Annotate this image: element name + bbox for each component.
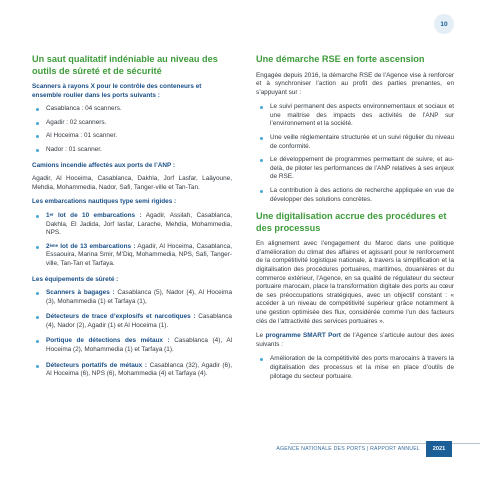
equipment-heading: Les équipements de sûreté : bbox=[32, 275, 119, 283]
list-item bbox=[32, 313, 232, 330]
list-item bbox=[32, 362, 232, 379]
page-number: 10 bbox=[434, 14, 454, 34]
list-item: Une veille réglementaire structurée et un suivi régulier du niveau de conformité. bbox=[256, 134, 454, 151]
list-item: Agadir : 02 scanners. bbox=[32, 119, 232, 128]
footer-year-badge: 2021 bbox=[426, 441, 452, 457]
equipment-text: Casablanca (4), Al Hoceima (2), Mohammedia (1) et Tarfaya (1). bbox=[46, 337, 232, 354]
smart-prefix: Le bbox=[256, 332, 266, 340]
footer bbox=[0, 440, 480, 458]
list-item bbox=[32, 337, 232, 354]
lot-number: 1 bbox=[46, 211, 50, 219]
boats-list bbox=[32, 212, 232, 269]
lot-label: lot de 13 embarcations : bbox=[57, 242, 136, 250]
list-item: La contribution à des actions de recherche appliquée en vue de développer des solutions concrètes. bbox=[256, 187, 454, 204]
scanners-list bbox=[32, 105, 232, 154]
boats-heading: Les embarcations nautiques type semi rigides : bbox=[32, 198, 177, 206]
digital-section-title: Une digitalisation accrue des procédures et des processus bbox=[256, 211, 447, 233]
smart-port-name: programme SMART Port bbox=[265, 332, 341, 340]
equipment-text: Casablanca (4), Nador (2), Agadir (1) et Al Hoceima (1). bbox=[46, 313, 232, 329]
list-item: Amélioration de la compétitivité des ports marocains à travers la digitalisation des processus et la mise en place d’outils de pilotage du secteur portuaire. bbox=[256, 355, 454, 381]
lot-ordinal: ème bbox=[49, 242, 58, 248]
list-item: Le développement de programmes permettant de suivre, et au-delà, de piloter les performances de l’ANP relatives à ses enjeux de RSE. bbox=[256, 156, 454, 182]
lot-text: Agadir, Assilah, Casablanca, Dakhla, El Jadida, Jorf lasfar, Larache, Mehdia, Mohammedia, NPS. bbox=[46, 211, 233, 237]
lot-number: 2 bbox=[46, 242, 50, 250]
equipment-label: Portique de détections des métaux : bbox=[46, 337, 170, 345]
smart-suffix: de l’Agence s’articule autour des axes suivants : bbox=[256, 332, 454, 348]
list-item: Nador : 01 scanner. bbox=[32, 146, 232, 155]
left-section-title: Un saut qualitatif indéniable au niveau des outils de sûreté et de sécurité bbox=[32, 54, 218, 76]
list-item bbox=[32, 289, 232, 306]
lot-label: lot de 10 embarcations : bbox=[53, 211, 142, 219]
list-item: Le suivi permanent des aspects environnementaux et sociaux et une maitrise des impacts des activités de l’ANP sur l’environnement et la société. bbox=[256, 103, 454, 129]
smart-list bbox=[256, 355, 454, 381]
fire-trucks-text: Agadir, Al Hoceima, Casablanca, Dakhla, Jorf Lasfar, Laâyoune, Mehdia, Mohammedia, Nador, Safi, Tanger-ville et Tan-Tan. bbox=[32, 175, 232, 191]
list-item bbox=[32, 212, 232, 238]
list-item bbox=[32, 243, 232, 269]
equipment-text: Casablanca (5), Nador (4), Al Hoceima (3), Mohammedia (1) et Tarfaya (1), bbox=[46, 289, 233, 305]
equipment-label: Scanners à bagages : bbox=[46, 289, 115, 297]
footer-text: AGENCE NATIONALE DES PORTS | RAPPORT ANNUEL bbox=[276, 446, 420, 452]
list-item: Al Hoceima : 01 scanner. bbox=[32, 132, 232, 141]
equipment-label: Détecteurs portatifs de métaux : bbox=[46, 361, 147, 369]
smart-port-intro bbox=[256, 332, 454, 349]
fire-trucks-heading: Camions incendie affectés aux ports de l’ANP : bbox=[32, 161, 175, 169]
equipment-text: Casablanca (32), Agadir (6), Al Hoceima (6), NPS (6), Mohammedia (4) et Tarfaya (4). bbox=[46, 361, 232, 378]
right-column bbox=[256, 54, 454, 388]
digital-text: En alignement avec l’engagement du Maroc dans une politique d’amélioration du climat des affaires et agissant pour le renforcement de la compétitivité logistique nationale, à travers la simplification et la digitalisation des procédures portuaires, maritimes, douanières et du commerce extérieur, l’Agence, en sa qualité de régulateur du secteur portuaire marocain, place la transformation digitale des ports au cœur de ses préoccupations stratégiques, avec un objectif constant : « accéder à un niveau de compétitivité supérieur grâce notamment à une gestion optimisée des flux, considérée comme l’un des facteurs clés de l’attractivité des services portuaires ». bbox=[256, 240, 454, 325]
equipment-label: Détecteurs de trace d’explosifs et narcotiques : bbox=[46, 313, 196, 321]
scanners-heading: Scanners à rayons X pour le contrôle des conteneurs et ensemble roulier dans les ports suivants : bbox=[32, 83, 202, 99]
rse-intro: Engagée depuis 2016, la démarche RSE de l’Agence vise à renforcer et à synchroniser l’action au profit des parties prenantes, en s’appuyant sur : bbox=[256, 71, 454, 96]
left-column bbox=[32, 54, 232, 386]
equipment-list bbox=[32, 289, 232, 379]
lot-text: Agadir, Al Hoceima, Casablanca, Essaouira, Marina Smir, M’Diq, Mohammedia, NPS, Safi, Tanger-ville, Tan-Tan et Tarfaya. bbox=[46, 242, 232, 267]
list-item: Casablanca : 04 scanners. bbox=[32, 105, 232, 114]
lot-ordinal: er bbox=[49, 211, 54, 217]
rse-list bbox=[256, 103, 454, 204]
rse-section-title: Une démarche RSE en forte ascension bbox=[256, 54, 425, 64]
